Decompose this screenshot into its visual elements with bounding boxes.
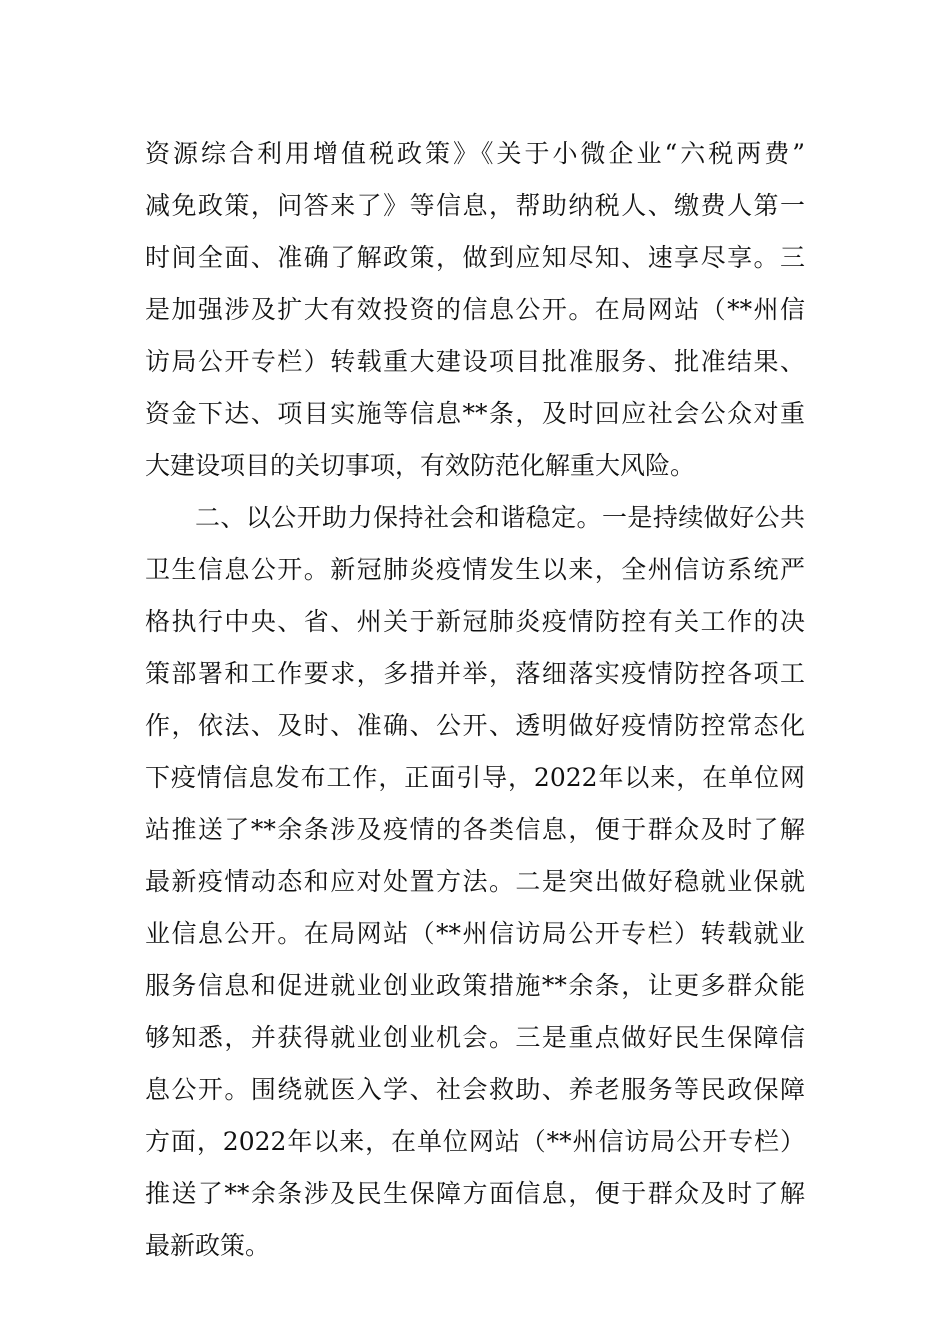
text-line: 服务信息和促进就业创业政策措施**余条，让更多群众能 bbox=[145, 971, 805, 1000]
text-line: 作，依法、及时、准确、公开、透明做好疫情防控常态化 bbox=[145, 711, 805, 740]
text-line: 资金下达、项目实施等信息**条，及时回应社会公众对重 bbox=[145, 399, 805, 428]
text-line: 大建设项目的关切事项，有效防范化解重大风险。 bbox=[145, 451, 696, 480]
text-line: 业信息公开。在局网站（**州信访局公开专栏）转载就业 bbox=[145, 919, 805, 948]
text-line: 访局公开专栏）转载重大建设项目批准服务、批准结果、 bbox=[145, 347, 805, 376]
text-line: 最新政策。 bbox=[145, 1231, 271, 1260]
text-line: 是加强涉及扩大有效投资的信息公开。在局网站（**州信 bbox=[145, 295, 805, 324]
text-line: 策部署和工作要求，多措并举，落细落实疫情防控各项工 bbox=[145, 659, 805, 688]
text-line: 减免政策，问答来了》等信息，帮助纳税人、缴费人第一 bbox=[145, 191, 805, 220]
text-line: 卫生信息公开。新冠肺炎疫情发生以来，全州信访系统严 bbox=[145, 555, 805, 584]
text-line: 站推送了**余条涉及疫情的各类信息，便于群众及时了解 bbox=[145, 815, 805, 844]
paragraph-start-line: 二、以公开助力保持社会和谐稳定。一是持续做好公共 bbox=[195, 503, 805, 532]
text-line: 下疫情信息发布工作，正面引导，2022年以来，在单位网 bbox=[145, 763, 805, 792]
text-line: 格执行中央、省、州关于新冠肺炎疫情防控有关工作的决 bbox=[145, 607, 805, 636]
text-line: 推送了**余条涉及民生保障方面信息，便于群众及时了解 bbox=[145, 1179, 805, 1208]
text-line: 息公开。围绕就医入学、社会救助、养老服务等民政保障 bbox=[145, 1075, 805, 1104]
text-line: 最新疫情动态和应对处置方法。二是突出做好稳就业保就 bbox=[145, 867, 805, 896]
text-line: 资源综合利用增值税政策》《关于小微企业“六税两费” bbox=[145, 139, 805, 168]
text-line: 够知悉，并获得就业创业机会。三是重点做好民生保障信 bbox=[145, 1023, 805, 1052]
text-line: 方面，2022年以来，在单位网站（**州信访局公开专栏） bbox=[145, 1127, 805, 1156]
text-line: 时间全面、准确了解政策，做到应知尽知、速享尽享。三 bbox=[145, 243, 805, 272]
